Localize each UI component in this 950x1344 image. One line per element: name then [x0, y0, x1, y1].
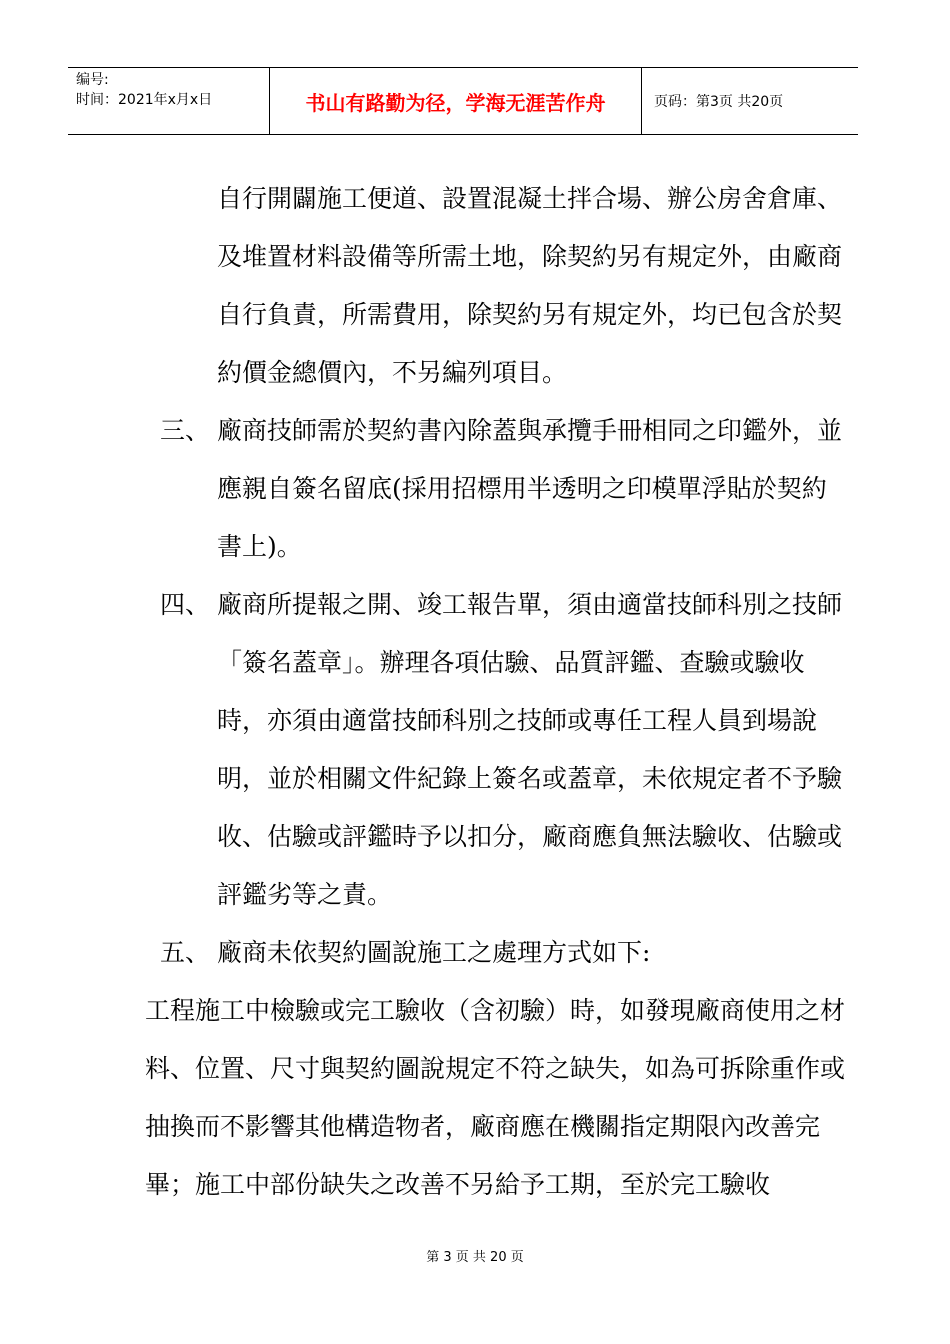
header-motto: 书山有路勤为径，学海无涯苦作舟: [270, 68, 642, 134]
item-number: 五、: [160, 938, 211, 967]
continuation-paragraph: 自行開闢施工便道、設置混凝土拌合場、辦公房舍倉庫、及堆置材料設備等所需土地，除契約另有規定外，由廠商自行負責，所需費用，除契約另有規定外，均已包含於契約價金總價內，不另編列項目。: [217, 184, 843, 387]
time-label: 时间：2021年x月x日: [76, 92, 213, 108]
item-text: 廠商技師需於契約書內除蓋與承攬手冊相同之印鑑外，並應親自簽名留底(採用招標用半透明之印模單浮貼於契約書上)。: [217, 416, 843, 561]
header-meta: [68, 68, 270, 134]
number-label: 编号:: [76, 72, 109, 88]
list-item-3: [145, 402, 845, 576]
list-item-5: [145, 924, 845, 982]
document-body: [145, 170, 845, 1214]
list-item-4: [145, 576, 845, 924]
page-footer: 第 3 页 共 20 页: [426, 1250, 524, 1265]
item-text: 廠商所提報之開、竣工報告單，須由適當技師科別之技師「簽名蓋章」。辦理各項估驗、品質評鑑、查驗或驗收時，亦須由適當技師科別之技師或專任工程人員到場說明，並於相關文件紀錄上簽名或蓋章，未依規定者不予驗收、估驗或評鑑時予以扣分，廠商應負無法驗收、估驗或評鑑劣等之責。: [217, 590, 843, 909]
item-text: 廠商未依契約圖說施工之處理方式如下:: [217, 938, 651, 967]
page-header: [68, 67, 858, 135]
header-page-info: 页码：第3页 共20页: [654, 94, 784, 110]
plain-paragraph: 工程施工中檢驗或完工驗收（含初驗）時，如發現廠商使用之材料、位置、尺寸與契約圖說規定不符之缺失，如為可拆除重作或抽換而不影響其他構造物者，廠商應在機關指定期限內改善完畢；施工中部份缺失之改善不另給予工期，至於完工驗收: [145, 996, 846, 1199]
item-number: 三、: [160, 416, 211, 445]
item-number: 四、: [160, 590, 211, 619]
